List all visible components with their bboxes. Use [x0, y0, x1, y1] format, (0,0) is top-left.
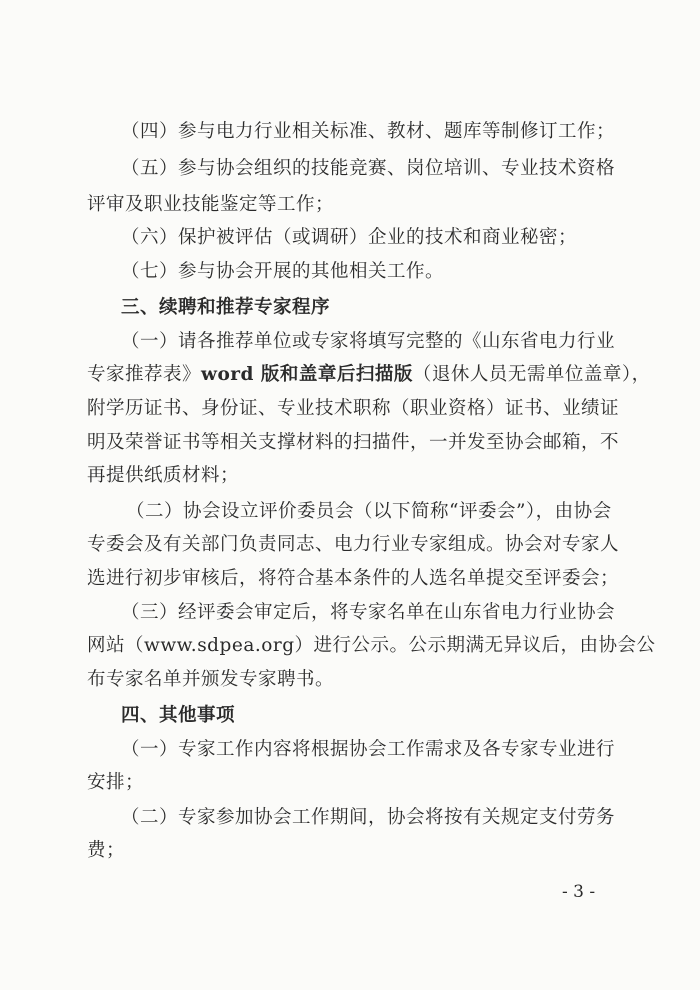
bold-text-span: word 版和盖章后扫描版 — [201, 364, 413, 385]
paragraph-line: 附学历证书、身份证、专业技术职称（职业资格）证书、业绩证 — [87, 398, 620, 419]
paragraph-line: （二）专家参加协会工作期间，协会将按有关规定支付劳务 — [121, 807, 616, 828]
paragraph-line: （一）请各推荐单位或专家将填写完整的《山东省电力行业 — [121, 331, 616, 352]
paragraph-line: 评审及职业技能鉴定等工作； — [87, 194, 335, 215]
paragraph-line: （四）参与电力行业相关标准、教材、题库等制修订工作； — [121, 121, 616, 142]
paragraph-line: （一）专家工作内容将根据协会工作需求及各专家专业进行 — [121, 739, 616, 760]
page-number: - 3 - — [562, 882, 596, 902]
paragraph-line: （三）经评委会审定后，将专家名单在山东省电力行业协会 — [121, 602, 616, 623]
paragraph-line: 专委会及有关部门负责同志、电力行业专家组成。协会对专家人 — [87, 534, 620, 555]
paragraph-line: （二）协会设立评价委员会（以下简称“评委会”），由协会 — [126, 501, 612, 522]
section-heading-4: 四、其他事项 — [121, 705, 236, 726]
text-span: （退休人员无需单位盖章）， — [412, 364, 651, 385]
paragraph-line: 再提供纸质材料； — [87, 465, 240, 486]
paragraph-line: 安排； — [87, 772, 145, 793]
text-span: 专家推荐表》 — [87, 364, 202, 385]
paragraph-line: 网站（www.sdpea.org）进行公示。公示期满无异议后，由协会公 — [87, 635, 656, 656]
paragraph-line: 明及荣誉证书等相关支撑材料的扫描件，一并发至协会邮箱，不 — [87, 432, 620, 453]
paragraph-line: （六）保护被评估（或调研）企业的技术和商业秘密； — [121, 227, 578, 248]
section-heading-3: 三、续聘和推荐专家程序 — [121, 297, 331, 318]
paragraph-line: 选进行初步审核后，将符合基本条件的人选名单提交至评委会； — [87, 568, 620, 589]
paragraph-line: （七）参与协会开展的其他相关工作。 — [121, 261, 445, 282]
paragraph-line: 布专家名单并颁发专家聘书。 — [87, 669, 335, 690]
paragraph-line: 费； — [87, 840, 126, 861]
paragraph-line — [87, 360, 651, 390]
paragraph-line: （五）参与协会组织的技能竞赛、岗位培训、专业技术资格 — [121, 158, 616, 179]
